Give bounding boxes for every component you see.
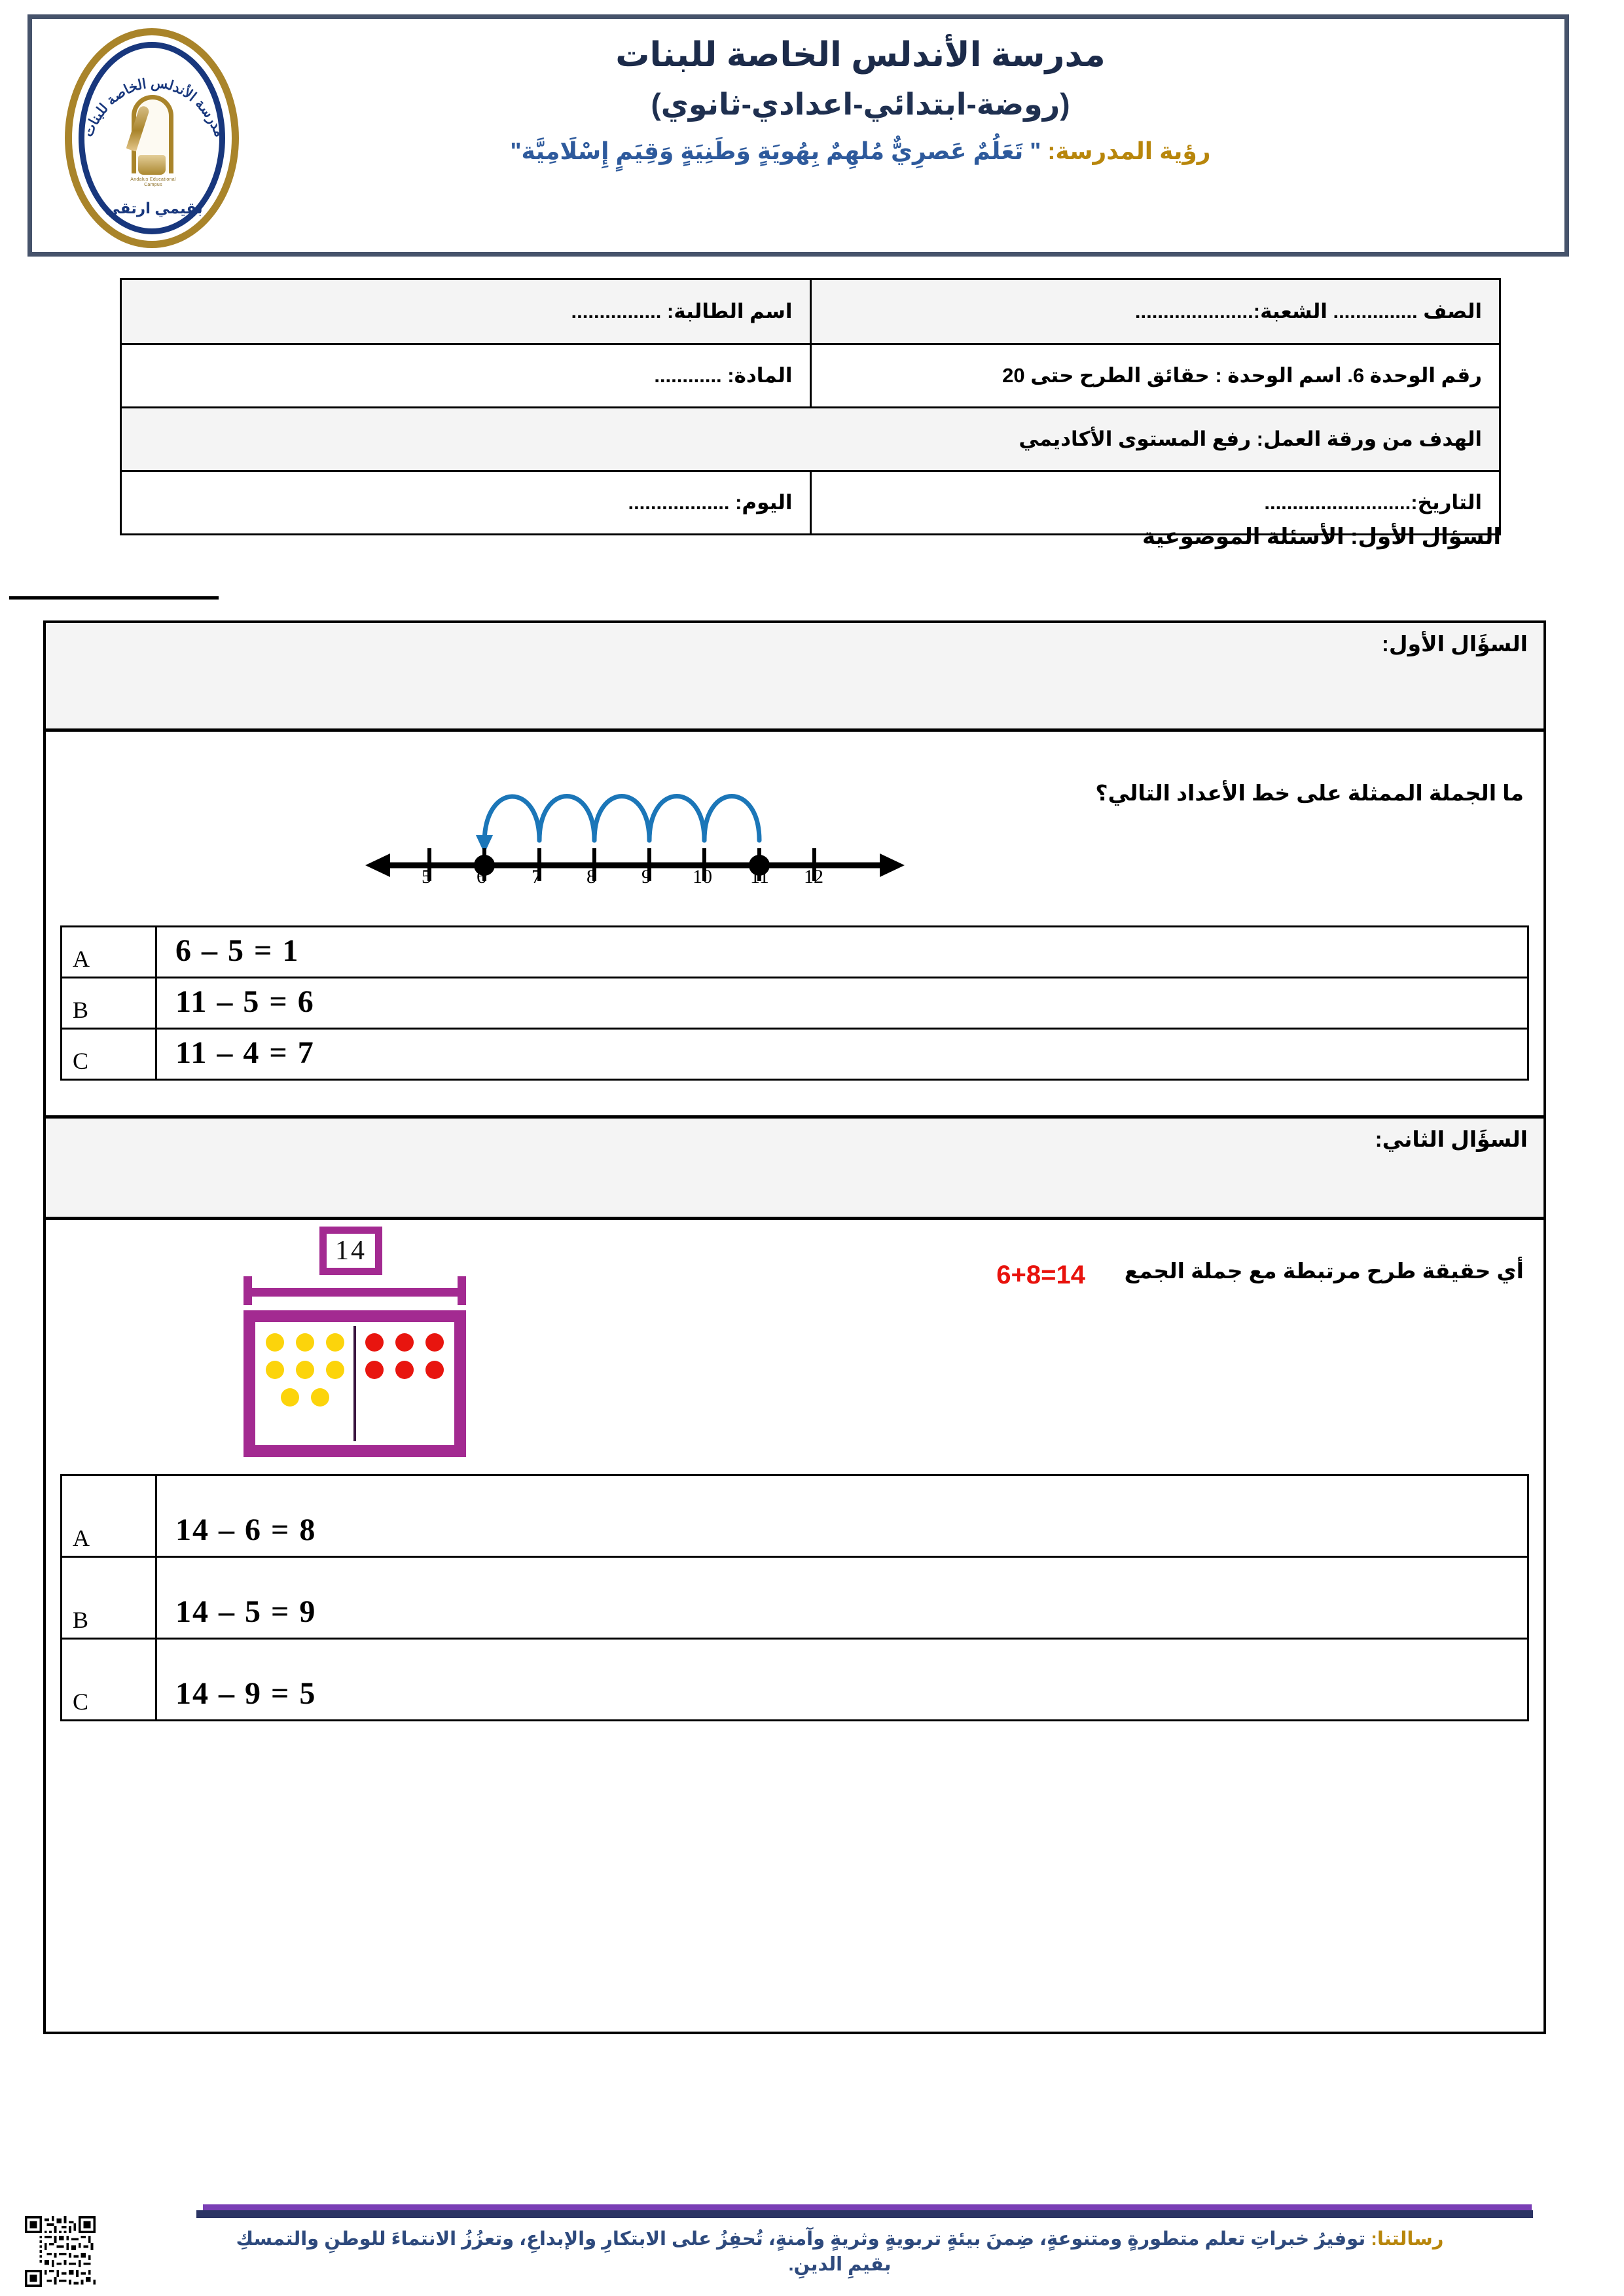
logo-motto: بقيمي ارتقي — [105, 200, 203, 217]
whole-brace — [244, 1276, 466, 1305]
red-dot — [395, 1333, 414, 1352]
tick-label-8: 8 — [586, 866, 596, 888]
logo-sub-english: Andalus Educational Campus — [130, 177, 176, 188]
jump-arc-4 — [539, 797, 594, 841]
option-a-value[interactable]: 6 – 5 = 1 — [156, 927, 1528, 978]
option-b-value[interactable]: 14 – 5 = 9 — [156, 1557, 1528, 1639]
logo-base-shape — [138, 155, 166, 175]
yellow-dot — [296, 1333, 314, 1352]
yellow-dots-group — [255, 1322, 355, 1445]
option-a-letter: A — [62, 927, 156, 978]
mission-text: توفيرُ خبراتِ تعلم متطورةٍ ومتنوعةٍ، ضِمنَ بيئةٍ تربويةٍ وثريةٍ وآمنةٍ، تُحفِزُ على الابتكارِ والإبداعِ، وتعزُزُ الانتماءَ للوطنِ والتمسكِ بقيمِ الدينِ. — [236, 2229, 1366, 2276]
tick-label-11: 11 — [750, 866, 769, 888]
qr-code-icon — [25, 2216, 96, 2287]
option-c-letter: C — [62, 1029, 156, 1080]
red-dots-group — [355, 1322, 454, 1445]
vision-quote: " تَعَلُمٌ عَصرِيٌّ مُلهِمٌ بِهُويَةٍ وَطَنِيَةٍ وَقِيَمٍ إِسْلَامِيَّة" — [510, 137, 1041, 164]
option-a-value[interactable]: 14 – 6 = 8 — [156, 1475, 1528, 1557]
student-info-table — [120, 278, 1501, 535]
tick-label-10: 10 — [693, 866, 712, 888]
footer-purple-bar — [203, 2204, 1532, 2210]
red-dot — [395, 1361, 414, 1379]
option-b-letter: B — [62, 1557, 156, 1639]
logo-emblem — [120, 95, 185, 193]
whole-number-box: 14 — [319, 1227, 382, 1275]
number-line-labels — [353, 866, 916, 895]
left-divider-rule — [9, 596, 219, 600]
school-name: مدرسة الأندلس الخاصة للبنات — [615, 36, 1106, 74]
subject-cell: المادة: ............ — [121, 344, 811, 408]
yellow-dot — [296, 1361, 314, 1379]
question-1-prompt: ما الجملة الممثلة على خط الأعداد التالي؟ — [1095, 781, 1524, 805]
school-levels: (روضة-ابتدائي-اعدادي-ثانوي) — [651, 86, 1070, 121]
part-part-whole-figure — [236, 1227, 497, 1462]
mission-label: رسالتنا: — [1371, 2229, 1444, 2250]
yellow-dot — [266, 1361, 284, 1379]
option-row[interactable] — [62, 978, 1528, 1029]
jump-arc-2 — [649, 797, 704, 841]
option-row[interactable] — [62, 1475, 1528, 1557]
yellow-dot — [311, 1388, 329, 1407]
unit-cell: رقم الوحدة 6. اسم الوحدة : حقائق الطرح حتى 20 — [810, 344, 1500, 408]
table-row — [121, 408, 1500, 471]
class-section-cell: الصف ............... الشعبة:..................... — [810, 279, 1500, 344]
questions-frame — [43, 620, 1546, 2034]
day-cell: اليوم: .................. — [121, 471, 811, 535]
jump-arc-3 — [594, 797, 649, 841]
yellow-dot — [266, 1333, 284, 1352]
mission-statement — [216, 2227, 1464, 2278]
tick-label-9: 9 — [641, 866, 651, 888]
school-vision — [268, 136, 1453, 167]
question-2-header — [46, 1115, 1543, 1220]
option-b-letter: B — [62, 978, 156, 1029]
question-2-prompt: أي حقيقة طرح مرتبطة مع جملة الجمع — [1124, 1259, 1524, 1283]
section-title: السؤال الأول: الأسئلة الموضوعية — [1142, 524, 1501, 549]
yellow-dot — [326, 1361, 344, 1379]
objective-cell: الهدف من ورقة العمل: رفع المستوى الأكاديمي — [121, 408, 1500, 471]
option-row[interactable] — [62, 1639, 1528, 1721]
red-dot — [425, 1333, 444, 1352]
jump-arc-5 — [484, 797, 539, 843]
red-dot — [365, 1361, 384, 1379]
number-line-figure — [353, 744, 916, 881]
vision-label: رؤية المدرسة: — [1047, 137, 1211, 164]
brace-left-tick — [244, 1276, 252, 1305]
question-1-label: السؤَال الأول: — [1381, 632, 1528, 656]
tick-label-5: 5 — [422, 866, 431, 888]
option-b-value[interactable]: 11 – 5 = 6 — [156, 978, 1528, 1029]
question-1-body — [46, 732, 1543, 895]
question-2-label: السؤَال الثاني: — [1375, 1127, 1528, 1151]
yellow-dot — [281, 1388, 299, 1407]
brace-right-tick — [458, 1276, 466, 1305]
option-c-letter: C — [62, 1639, 156, 1721]
jump-arc-1 — [704, 797, 759, 841]
footer-navy-bar — [196, 2210, 1533, 2218]
table-row — [121, 344, 1500, 408]
dot-card — [244, 1310, 466, 1457]
table-row — [121, 279, 1500, 344]
tick-label-12: 12 — [804, 866, 823, 888]
question-1-options — [60, 925, 1529, 1081]
school-logo — [56, 24, 252, 253]
yellow-dot — [326, 1333, 344, 1352]
document-header — [27, 14, 1569, 257]
header-text-block — [268, 36, 1453, 166]
tick-label-6: 6 — [477, 866, 486, 888]
tick-label-7: 7 — [532, 866, 541, 888]
document-footer — [0, 2204, 1624, 2296]
option-row[interactable] — [62, 1029, 1528, 1080]
date-cell: التاريخ:.......................... — [810, 471, 1500, 535]
option-row[interactable] — [62, 927, 1528, 978]
red-dot — [425, 1361, 444, 1379]
student-name-cell: اسم الطالبة: ................ — [121, 279, 811, 344]
option-c-value[interactable]: 14 – 9 = 5 — [156, 1639, 1528, 1721]
option-c-value[interactable]: 11 – 4 = 7 — [156, 1029, 1528, 1080]
question-1-header — [46, 623, 1543, 732]
addition-sentence: 6+8=14 — [996, 1261, 1085, 1289]
question-2-body — [46, 1220, 1543, 1475]
option-a-letter: A — [62, 1475, 156, 1557]
logo-arc-label: مدرسة الأندلس الخاصة للبنات — [80, 75, 228, 139]
option-row[interactable] — [62, 1557, 1528, 1639]
question-2-options — [60, 1474, 1529, 1721]
red-dot — [365, 1333, 384, 1352]
